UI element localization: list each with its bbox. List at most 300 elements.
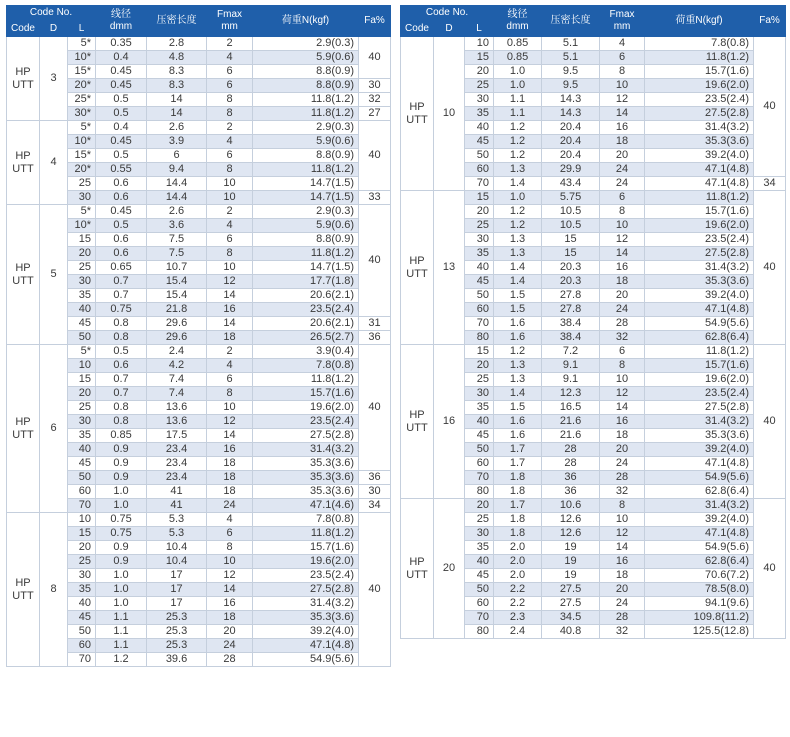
fmax-value-cell	[600, 303, 645, 317]
length-value: 5.1	[562, 37, 579, 49]
load-value-cell	[253, 569, 359, 583]
load-value-cell	[253, 135, 359, 149]
load-value-cell	[645, 345, 754, 359]
l-value-cell	[465, 387, 494, 401]
load-value: 11.8(1.2)	[705, 345, 750, 357]
fa-value-cell	[359, 345, 391, 471]
load-value-cell	[645, 387, 754, 401]
load-value: 23.5(2.4)	[310, 303, 355, 315]
l-value: 10*	[74, 219, 92, 231]
l-value: 20	[476, 499, 490, 511]
wire-value: 2.0	[509, 555, 526, 567]
length-value-cell	[542, 359, 600, 373]
fmax-value-cell	[600, 289, 645, 303]
load-value: 8.8(0.9)	[316, 79, 355, 91]
load-value-cell	[253, 541, 359, 555]
l-value: 45	[476, 135, 490, 147]
l-value: 20	[476, 205, 490, 217]
fmax-value-cell	[600, 359, 645, 373]
fa-value-cell	[359, 513, 391, 667]
l-value-cell	[68, 373, 96, 387]
l-value: 25	[78, 401, 92, 413]
wire-value: 0.6	[113, 233, 129, 245]
wire-value: 0.8	[113, 401, 129, 413]
load-value-cell	[645, 79, 754, 93]
l-value-cell	[465, 611, 494, 625]
wire-value-cell	[96, 471, 147, 485]
l-value-cell	[68, 345, 96, 359]
load-value: 47.1(4.8)	[705, 163, 750, 175]
wire-value: 0.85	[110, 429, 132, 441]
fa-label: Fa%	[364, 15, 385, 26]
length-value-cell	[542, 499, 600, 513]
load-value: 31.4(3.2)	[310, 443, 355, 455]
l-value-cell	[465, 135, 494, 149]
length-value-cell	[542, 303, 600, 317]
load-value-cell	[253, 499, 359, 513]
wire-value: 0.85	[506, 37, 529, 49]
wire-value-cell	[494, 583, 542, 597]
load-value: 62.8(6.4)	[705, 485, 750, 497]
length-value: 14	[170, 93, 183, 105]
wire-value: 1.1	[509, 93, 526, 105]
l-value: 50	[78, 331, 92, 343]
fa-value: 40	[763, 100, 776, 112]
l-value: 40	[476, 555, 490, 567]
length-value-cell	[147, 457, 207, 471]
wire-value: 2.3	[509, 611, 526, 623]
wire-value-cell	[96, 555, 147, 569]
fmax-value: 8	[226, 541, 233, 553]
l-value: 80	[476, 625, 490, 637]
length-value: 16.5	[559, 401, 582, 413]
load-value: 62.8(6.4)	[705, 331, 750, 343]
group-code-cell	[7, 345, 40, 513]
fmax-value-cell	[600, 625, 645, 639]
wire-value: 1.7	[509, 457, 526, 469]
load-value-cell	[645, 513, 754, 527]
l-value: 20	[476, 359, 490, 371]
wire-value: 0.65	[110, 261, 132, 273]
group-code-cell	[7, 37, 40, 121]
wire-value-cell	[96, 583, 147, 597]
fmax-value-cell	[207, 443, 253, 457]
l-value: 20*	[74, 79, 92, 91]
fmax-value: 14	[615, 107, 629, 119]
fa-value-cell	[754, 345, 786, 499]
load-value: 2.9(0.3)	[316, 205, 355, 217]
load-value-cell	[253, 191, 359, 205]
l-value-cell	[68, 569, 96, 583]
length-value: 5.1	[562, 51, 579, 63]
length-value: 29.6	[165, 317, 188, 329]
table-row	[401, 499, 786, 513]
fmax-value-cell	[600, 583, 645, 597]
l-value: 30	[78, 569, 92, 581]
fmax-value: 6	[226, 233, 233, 245]
code-label: Code	[11, 23, 35, 35]
fmax-value-cell	[207, 513, 253, 527]
length-value: 27.5	[559, 597, 582, 609]
l-value: 50	[78, 471, 92, 483]
length-value-cell	[542, 317, 600, 331]
length-value-cell	[147, 247, 207, 261]
length-value: 14.4	[165, 177, 188, 189]
l-value-cell	[68, 93, 96, 107]
l-value-cell	[465, 331, 494, 345]
l-label: L	[78, 23, 85, 35]
fa-value-cell	[754, 177, 786, 191]
load-value-cell	[645, 135, 754, 149]
length-value: 20.4	[559, 135, 582, 147]
load-value-cell	[253, 247, 359, 261]
load-value: 23.5(2.4)	[705, 387, 750, 399]
l-value: 45	[476, 275, 490, 287]
length-value-cell	[147, 261, 207, 275]
load-value: 15.7(1.6)	[310, 387, 355, 399]
length-value: 17	[170, 597, 183, 609]
wire-value: 0.45	[110, 135, 132, 147]
load-value: 35.3(3.6)	[705, 275, 750, 287]
wire-value-cell	[96, 513, 147, 527]
wire-value-cell	[494, 611, 542, 625]
fa-value-cell	[754, 499, 786, 639]
wire-value-cell	[494, 247, 542, 261]
wire-value-cell	[494, 331, 542, 345]
l-value: 10	[476, 37, 490, 49]
wire-value: 1.4	[509, 261, 526, 273]
l-value-cell	[68, 653, 96, 667]
fmax-unit-label: mm	[221, 21, 238, 32]
length-value-cell	[147, 499, 207, 513]
length-value: 5.3	[168, 513, 185, 525]
length-value-cell	[147, 583, 207, 597]
fmax-value-cell	[207, 79, 253, 93]
l-value: 5*	[80, 345, 92, 357]
fmax-value: 16	[615, 121, 629, 133]
wire-value: 0.75	[110, 527, 132, 539]
l-value: 45	[476, 429, 490, 441]
table-row	[401, 345, 786, 359]
fmax-value: 2	[226, 205, 233, 217]
col-header-l	[465, 21, 494, 37]
fmax-value-cell	[207, 653, 253, 667]
l-value-cell	[465, 429, 494, 443]
load-value-cell	[253, 37, 359, 51]
wire-value-cell	[96, 93, 147, 107]
group-code-cell	[7, 121, 40, 205]
l-value-cell	[68, 527, 96, 541]
length-value: 15.4	[165, 275, 188, 287]
wire-value: 2.0	[509, 541, 526, 553]
fmax-value-cell	[600, 373, 645, 387]
fmax-value-cell	[207, 639, 253, 653]
col-header-code	[7, 21, 40, 37]
wire-value-cell	[494, 191, 542, 205]
length-value-cell	[147, 65, 207, 79]
l-value: 35	[476, 107, 490, 119]
load-value: 47.1(4.8)	[705, 303, 750, 315]
length-value: 6	[173, 149, 180, 161]
load-value: 14.7(1.5)	[310, 177, 355, 189]
wire-value: 0.75	[110, 513, 132, 525]
l-value: 60	[476, 163, 490, 175]
length-value-cell	[542, 79, 600, 93]
col-header-compressed-length	[542, 6, 600, 37]
col-header-code-no	[401, 6, 494, 22]
col-header-code-no	[7, 6, 96, 22]
load-value: 15.7(1.6)	[705, 359, 750, 371]
wire-value: 0.85	[506, 51, 529, 63]
length-value: 8.3	[168, 79, 185, 91]
l-value-cell	[465, 261, 494, 275]
l-value-cell	[465, 275, 494, 289]
load-value: 20.6(2.1)	[310, 317, 355, 329]
wire-value: 1.2	[509, 121, 526, 133]
fmax-value-cell	[600, 177, 645, 191]
length-value: 7.4	[168, 373, 185, 385]
l-value-cell	[68, 611, 96, 625]
wire-value-cell	[96, 401, 147, 415]
length-value: 5.3	[168, 527, 185, 539]
wire-value-cell	[96, 261, 147, 275]
length-value: 13.6	[165, 415, 188, 427]
length-value: 2.6	[168, 121, 185, 133]
length-value-cell	[147, 527, 207, 541]
fmax-value: 12	[223, 569, 236, 581]
l-value: 60	[476, 303, 490, 315]
load-label: 荷重N(kgf)	[675, 15, 723, 26]
fmax-value: 4	[226, 51, 233, 63]
fmax-value: 32	[615, 485, 629, 497]
fmax-value: 6	[226, 79, 233, 91]
l-value-cell	[68, 289, 96, 303]
wire-value: 0.6	[113, 247, 129, 259]
length-value: 19	[564, 555, 577, 567]
load-value-cell	[253, 345, 359, 359]
length-value-cell	[542, 135, 600, 149]
length-value: 21.8	[165, 303, 188, 315]
group-d-cell	[40, 121, 68, 205]
wire-value-cell	[96, 429, 147, 443]
length-value: 9.4	[168, 163, 185, 175]
wire-value: 1.2	[509, 205, 526, 217]
load-value-cell	[253, 317, 359, 331]
wire-value-cell	[96, 527, 147, 541]
l-value-cell	[465, 289, 494, 303]
length-value: 29.6	[165, 331, 188, 343]
load-value-cell	[645, 233, 754, 247]
length-value-cell	[542, 625, 600, 639]
length-value: 43.4	[559, 177, 582, 189]
fmax-value: 28	[223, 653, 236, 665]
load-value-cell	[645, 499, 754, 513]
length-value: 12.6	[559, 527, 582, 539]
wire-value: 1.8	[509, 471, 526, 483]
wire-value-cell	[96, 163, 147, 177]
wire-value-cell	[494, 485, 542, 499]
length-value-cell	[147, 121, 207, 135]
wire-value: 1.0	[113, 583, 129, 595]
load-value: 11.8(1.2)	[310, 527, 355, 539]
load-value-cell	[645, 149, 754, 163]
wire-value-cell	[96, 443, 147, 457]
l-value-cell	[68, 387, 96, 401]
col-header-d	[434, 21, 465, 37]
length-value: 27.8	[559, 289, 582, 301]
group-d-cell	[40, 37, 68, 121]
fmax-value-cell	[207, 93, 253, 107]
compressed-length-label: 压密长度	[550, 15, 591, 26]
length-value-cell	[147, 597, 207, 611]
l-value: 50	[476, 149, 490, 161]
fmax-value-cell	[207, 471, 253, 485]
load-value: 31.4(3.2)	[705, 499, 750, 511]
length-value-cell	[147, 639, 207, 653]
load-value-cell	[645, 625, 754, 639]
l-value: 50	[476, 583, 490, 595]
l-value: 40	[78, 303, 92, 315]
load-value-cell	[253, 79, 359, 93]
load-value-cell	[645, 247, 754, 261]
l-value-cell	[68, 205, 96, 219]
fmax-value-cell	[207, 317, 253, 331]
l-value-cell	[68, 37, 96, 51]
l-value: 20*	[74, 163, 92, 175]
load-value-cell	[645, 541, 754, 555]
wire-value-cell	[494, 93, 542, 107]
l-value-cell	[465, 513, 494, 527]
fmax-value-cell	[207, 359, 253, 373]
load-value-cell	[253, 611, 359, 625]
load-value-cell	[645, 303, 754, 317]
fmax-value: 18	[615, 275, 629, 287]
fa-value: 31	[368, 317, 381, 329]
fa-value-cell	[359, 205, 391, 317]
fmax-value: 8	[618, 205, 626, 217]
wire-value-cell	[96, 611, 147, 625]
fmax-value-cell	[600, 331, 645, 345]
group-d-value: 13	[442, 261, 456, 273]
load-value: 26.5(2.7)	[310, 331, 355, 343]
fmax-value-cell	[600, 457, 645, 471]
l-value-cell	[465, 555, 494, 569]
fmax-value-cell	[600, 555, 645, 569]
length-value-cell	[542, 513, 600, 527]
group-d-value: 3	[50, 72, 57, 84]
load-value-cell	[645, 289, 754, 303]
length-value: 13.6	[165, 401, 188, 413]
code-line-1: HP	[409, 100, 425, 113]
load-value-cell	[253, 289, 359, 303]
length-value: 7.5	[168, 247, 185, 259]
code-line-2: UTT	[406, 421, 428, 434]
l-value-cell	[465, 457, 494, 471]
fmax-value: 14	[223, 289, 236, 301]
wire-value-cell	[96, 135, 147, 149]
load-value: 54.9(5.6)	[705, 317, 750, 329]
length-value-cell	[542, 219, 600, 233]
l-value: 30	[78, 191, 92, 203]
wire-value: 1.6	[509, 317, 526, 329]
l-value: 35	[78, 289, 92, 301]
wire-value: 0.7	[113, 289, 129, 301]
wire-value-cell	[96, 37, 147, 51]
wire-value: 1.0	[113, 499, 129, 511]
fa-value: 40	[368, 401, 381, 413]
length-value: 23.4	[165, 443, 188, 455]
wire-value-cell	[494, 555, 542, 569]
fmax-value-cell	[207, 499, 253, 513]
load-value-cell	[645, 359, 754, 373]
wire-value: 1.5	[509, 289, 526, 301]
wire-value: 1.8	[509, 485, 526, 497]
l-value-cell	[68, 121, 96, 135]
l-value: 35	[476, 541, 490, 553]
length-value-cell	[147, 79, 207, 93]
fa-value: 30	[368, 79, 381, 91]
l-value: 30	[476, 527, 490, 539]
l-value-cell	[465, 527, 494, 541]
col-header-code	[401, 21, 434, 37]
wire-value: 0.9	[113, 541, 129, 553]
load-value-cell	[253, 555, 359, 569]
wire-value-cell	[96, 485, 147, 499]
load-value-cell	[253, 401, 359, 415]
length-value: 7.4	[168, 387, 185, 399]
fmax-value: 24	[223, 499, 236, 511]
length-value-cell	[542, 121, 600, 135]
load-value-cell	[253, 233, 359, 247]
wire-value-cell	[494, 289, 542, 303]
length-value: 28	[564, 443, 577, 455]
length-value: 38.4	[559, 331, 582, 343]
l-value-cell	[465, 373, 494, 387]
load-value-cell	[645, 205, 754, 219]
wire-value-cell	[96, 317, 147, 331]
load-value-cell	[645, 611, 754, 625]
wire-value-cell	[494, 345, 542, 359]
wire-value: 0.9	[113, 443, 129, 455]
length-value: 40.8	[559, 625, 582, 637]
length-value-cell	[542, 205, 600, 219]
d-label: D	[445, 23, 453, 35]
fmax-value: 2	[226, 345, 233, 357]
wire-value-cell	[494, 233, 542, 247]
fmax-value: 10	[223, 191, 236, 203]
l-value-cell	[465, 219, 494, 233]
fmax-value: 8	[618, 499, 626, 511]
load-value: 8.8(0.9)	[316, 65, 355, 77]
code-line-1: HP	[409, 408, 425, 421]
l-value-cell	[465, 597, 494, 611]
fa-value: 40	[763, 562, 776, 574]
wire-value: 0.8	[113, 415, 129, 427]
l-value-cell	[68, 107, 96, 121]
fmax-value: 16	[615, 415, 629, 427]
load-value-cell	[645, 555, 754, 569]
code-line-2: UTT	[406, 568, 428, 581]
fmax-value-cell	[207, 555, 253, 569]
load-value-cell	[645, 51, 754, 65]
wire-value-cell	[494, 303, 542, 317]
length-value: 15	[564, 247, 577, 259]
load-value: 19.6(2.0)	[705, 219, 750, 231]
l-value-cell	[465, 191, 494, 205]
fmax-value-cell	[600, 415, 645, 429]
l-value-cell	[68, 233, 96, 247]
fmax-value-cell	[207, 107, 253, 121]
